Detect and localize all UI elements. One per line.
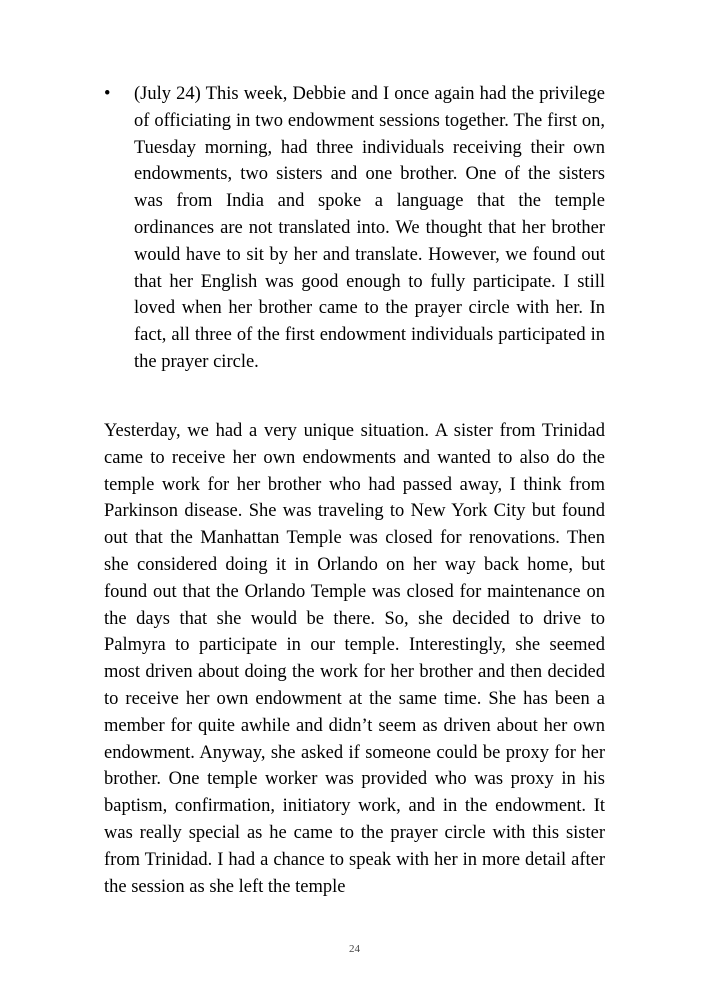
bullet-paragraph: (July 24) This week, Debbie and I once again had the privilege of officiating in two endowment sessions together. The first on, Tuesday morning, had three individuals receiving their own endowments, two sisters and one brother. One of the sisters was from India and spoke a language that the temple ordinances are not translated into. We thought that her brother would have to sit by her and translate. However, we found out that her English was good enough to fully participate. I still loved when her brother came to the prayer circle with her. In fact, all three of the first endowment individuals participated in the prayer circle. xyxy=(134,84,605,372)
bullet-list-item xyxy=(104,81,605,376)
body-paragraph: Yesterday, we had a very unique situation. A sister from Trinidad came to receive her own endowments and wanted to also do the temple work for her brother who had passed away, I think from Parkinson disease. She was traveling to New York City but found out that the Manhattan Temple was closed for renovations. Then she considered doing it in Orlando on her way back home, but found out that the Orlando Temple was closed for maintenance on the days that she would be there. So, she decided to drive to Palmyra to participate in our temple. Interestingly, she seemed most driven about doing the work for her brother and then decided to receive her own endowment at the same time. She has been a member for quite awhile and didn’t seem as driven about her own endowment. Anyway, she asked if someone could be proxy for her brother. One temple worker was provided who was proxy in his baptism, confirmation, initiatory work, and in the endowment. It was really special as he came to the prayer circle with this sister from Trinidad. I had a chance to speak with her in more detail after the session as she left the temple xyxy=(104,421,605,897)
page-number: 24 xyxy=(349,943,360,955)
bullet-marker: • xyxy=(104,84,111,104)
